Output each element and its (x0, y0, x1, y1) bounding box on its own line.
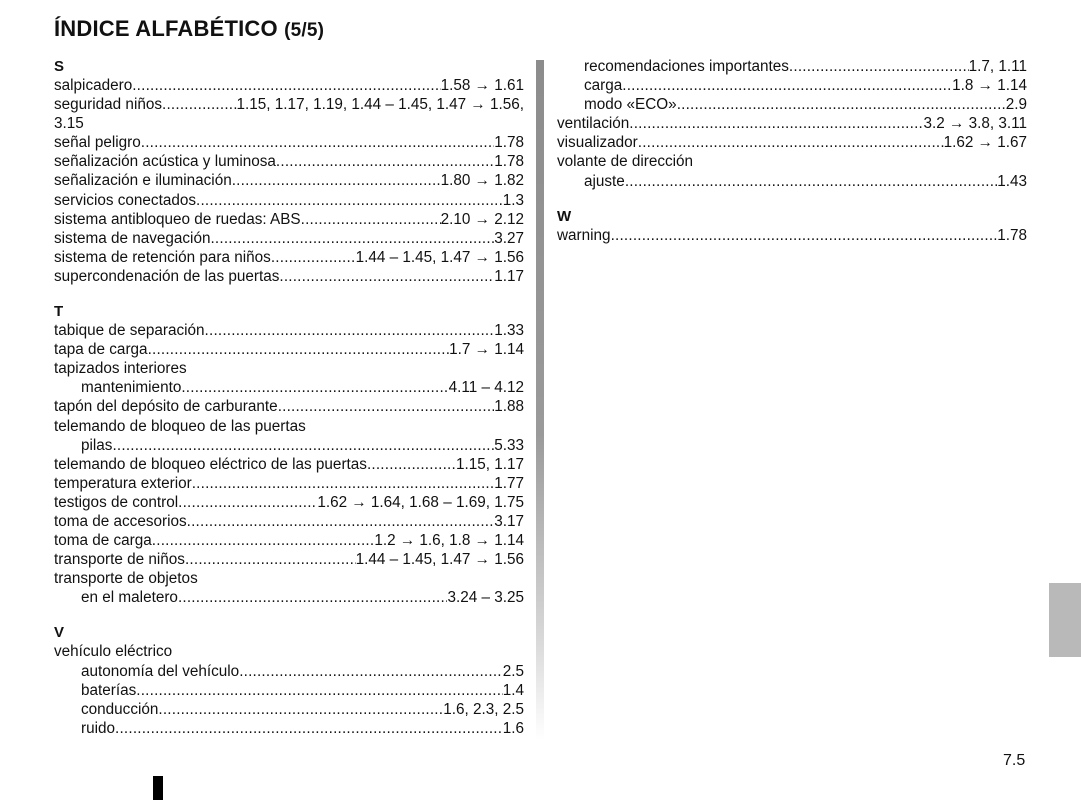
leader-dots (677, 95, 1006, 114)
entry-page-ref: 1.77 (494, 474, 524, 492)
entry-page-ref: 1.6 (502, 719, 524, 737)
print-mark (153, 776, 163, 800)
entry-page-ref: 1.15, 1.17 (455, 455, 524, 473)
page-title (54, 16, 324, 42)
index-heading-entry: tapizados interiores (54, 360, 187, 378)
index-section (54, 57, 524, 286)
entry-page-ref: 1.33 (494, 322, 524, 340)
leader-dots (276, 152, 494, 171)
entry-term: servicios conectados (54, 191, 196, 209)
entry-page-ref: 1.58 → 1.61 (440, 77, 524, 94)
index-entry (54, 436, 524, 455)
index-entry (54, 76, 524, 95)
entry-page-ref: 1.44 – 1.45, 1.47 → 1.56 (355, 551, 524, 569)
section-letter: T (54, 303, 64, 321)
entry-page-ref: 3.17 (494, 512, 524, 530)
leader-dots (141, 133, 494, 152)
entry-term: salpicadero (54, 77, 133, 94)
index-entry (54, 95, 524, 114)
index-entry (557, 226, 1027, 245)
index-entry (54, 550, 524, 569)
index-entry (557, 172, 1027, 191)
entry-term: ventilación (557, 115, 630, 133)
entry-term: autonomía del vehículo (81, 662, 240, 680)
index-entry (54, 512, 524, 531)
entry-page-ref: 3.2 → 3.8, 3.11 (923, 115, 1027, 133)
entry-page-ref: 1.8 → 1.14 (952, 77, 1027, 95)
entry-page-ref: 3.24 – 3.25 (447, 589, 524, 607)
entry-term: en el maletero (81, 589, 178, 607)
page-number: 7.5 (1003, 752, 1026, 769)
entry-page-ref: 1.78 (494, 153, 524, 171)
entry-page-ref: 1.78 (997, 226, 1027, 244)
index-entry (54, 171, 524, 190)
leader-dots (196, 191, 503, 210)
index-entry (557, 57, 1027, 76)
entry-term: sistema antibloqueo de ruedas: ABS (54, 210, 301, 228)
entry-term: warning (557, 226, 611, 244)
leader-dots (622, 76, 952, 95)
leader-dots (629, 114, 923, 133)
index-heading-entry: telemando de bloqueo de las puertas (54, 417, 306, 435)
entry-term: seguridad niños (54, 96, 163, 114)
entry-page-ref: 1.4 (502, 681, 524, 699)
leader-dots (278, 397, 495, 416)
entry-term: pilas (81, 436, 113, 454)
entry-term: temperatura exterior (54, 474, 192, 492)
entry-term: ajuste (584, 172, 625, 190)
leader-dots (638, 133, 944, 152)
leader-dots (271, 248, 356, 267)
leader-dots (367, 455, 456, 474)
leader-dots (181, 378, 448, 397)
entry-page-ref: 1.2 → 1.6, 1.8 → 1.14 (374, 532, 524, 550)
index-column-right (557, 57, 1027, 261)
entry-page-ref: 2.9 (1005, 96, 1027, 114)
entry-page-ref: 2.10 → 2.12 (440, 210, 524, 228)
entry-term: ruido (81, 719, 116, 737)
index-entry (54, 321, 524, 340)
entry-page-ref: 1.62 → 1.64, 1.68 – 1.69, 1.75 (317, 493, 524, 511)
index-entry (54, 229, 524, 248)
entry-term: toma de accesorios (54, 512, 187, 530)
leader-dots (152, 531, 375, 550)
entry-page-ref: 2.5 (502, 662, 524, 680)
section-letter: V (54, 624, 65, 642)
leader-dots (205, 321, 495, 340)
index-entry (54, 455, 524, 474)
leader-dots (158, 700, 443, 719)
leader-dots (178, 493, 317, 512)
entry-term: carga (584, 77, 623, 95)
entry-page-ref: 1.7 → 1.14 (449, 341, 524, 359)
entry-term: baterías (81, 681, 137, 699)
index-heading-entry: volante de dirección (557, 153, 694, 171)
entry-term: sistema de navegación (54, 229, 211, 247)
index-entry (54, 474, 524, 493)
entry-term: tabique de separación (54, 322, 205, 340)
leader-dots (136, 681, 502, 700)
entry-term: supercondenación de las puertas (54, 267, 280, 285)
entry-page-ref: 1.44 – 1.45, 1.47 → 1.56 (355, 248, 524, 266)
entry-term: tapón del depósito de carburante (54, 398, 278, 416)
index-entry (557, 95, 1027, 114)
leader-dots (185, 550, 356, 569)
entry-term: modo «ECO» (584, 96, 677, 114)
leader-dots (148, 340, 450, 359)
index-section (54, 623, 524, 737)
index-entry (557, 114, 1027, 133)
leader-dots (210, 229, 494, 248)
entry-term: conducción (81, 700, 159, 718)
title-text: ÍNDICE ALFABÉTICO (54, 16, 278, 41)
index-entry (54, 681, 524, 700)
entry-page-ref: 3.27 (494, 229, 524, 247)
index-entry (557, 76, 1027, 95)
entry-term: toma de carga (54, 532, 152, 550)
index-entry (54, 191, 524, 210)
index-entry (54, 152, 524, 171)
entry-page-ref: 1.80 → 1.82 (440, 172, 524, 190)
entry-term: recomendaciones importantes (584, 58, 789, 75)
leader-dots (178, 588, 448, 607)
entry-term: señalización e iluminación (54, 172, 232, 190)
entry-term: señalización acústica y luminosa (54, 153, 276, 171)
entry-page-ref: 4.11 – 4.12 (448, 379, 524, 397)
section-letter: W (557, 207, 572, 225)
chapter-tab (1049, 583, 1081, 657)
entry-page-ref: 1.62 → 1.67 (943, 134, 1027, 152)
leader-dots (162, 95, 237, 114)
entry-term: sistema de retención para niños (54, 248, 271, 266)
entry-term: telemando de bloqueo eléctrico de las puertas (54, 455, 367, 473)
index-entry (54, 719, 524, 738)
entry-page-ref: 1.6, 2.3, 2.5 (443, 700, 524, 718)
index-entry (54, 700, 524, 719)
entry-page-ref: 5.33 (494, 436, 524, 454)
index-section (557, 57, 1027, 191)
index-section (54, 302, 524, 607)
entry-page-ref: 1.43 (997, 172, 1027, 190)
entry-term: mantenimiento (81, 379, 182, 397)
leader-dots (789, 57, 969, 76)
entry-page-ref: 1.3 (502, 191, 524, 209)
entry-term: testigos de control (54, 493, 179, 511)
leader-dots (232, 171, 441, 190)
title-part: (5/5) (284, 20, 325, 41)
index-entry (54, 267, 524, 286)
index-section (557, 207, 1027, 245)
leader-dots (279, 267, 494, 286)
index-entry (54, 531, 524, 550)
entry-term: transporte de niños (54, 551, 185, 569)
entry-page-ref: 1.17 (494, 267, 524, 285)
entry-page-ref: 1.88 (494, 398, 524, 416)
index-heading-entry: transporte de objetos (54, 570, 198, 588)
entry-page-ref: 1.15, 1.17, 1.19, 1.44 – 1.45, 1.47 → 1.56, (236, 96, 524, 114)
index-entry (54, 588, 524, 607)
leader-dots (611, 226, 998, 245)
index-heading-entry: vehículo eléctrico (54, 643, 173, 661)
section-letter: S (54, 58, 65, 75)
index-entry (54, 248, 524, 267)
leader-dots (625, 172, 997, 191)
index-entry (54, 210, 524, 229)
leader-dots (112, 436, 494, 455)
leader-dots (132, 76, 440, 95)
entry-term: visualizador (557, 134, 638, 152)
index-entry (54, 133, 524, 152)
column-divider (536, 60, 544, 740)
index-entry (54, 397, 524, 416)
leader-dots (239, 662, 503, 681)
index-entry (54, 662, 524, 681)
index-entry (54, 340, 524, 359)
index-entry (557, 133, 1027, 152)
index-entry (54, 378, 524, 397)
entry-term: tapa de carga (54, 341, 148, 359)
entry-term: señal peligro (54, 134, 141, 152)
leader-dots (187, 512, 495, 531)
entry-page-ref: 1.78 (494, 134, 524, 152)
leader-dots (301, 210, 441, 229)
entry-page-ref: 1.7, 1.11 (968, 58, 1027, 75)
leader-dots (192, 474, 494, 493)
entry-page-ref-continued: 3.15 (54, 115, 84, 133)
leader-dots (115, 719, 503, 738)
index-column-left (54, 57, 524, 754)
index-entry (54, 493, 524, 512)
